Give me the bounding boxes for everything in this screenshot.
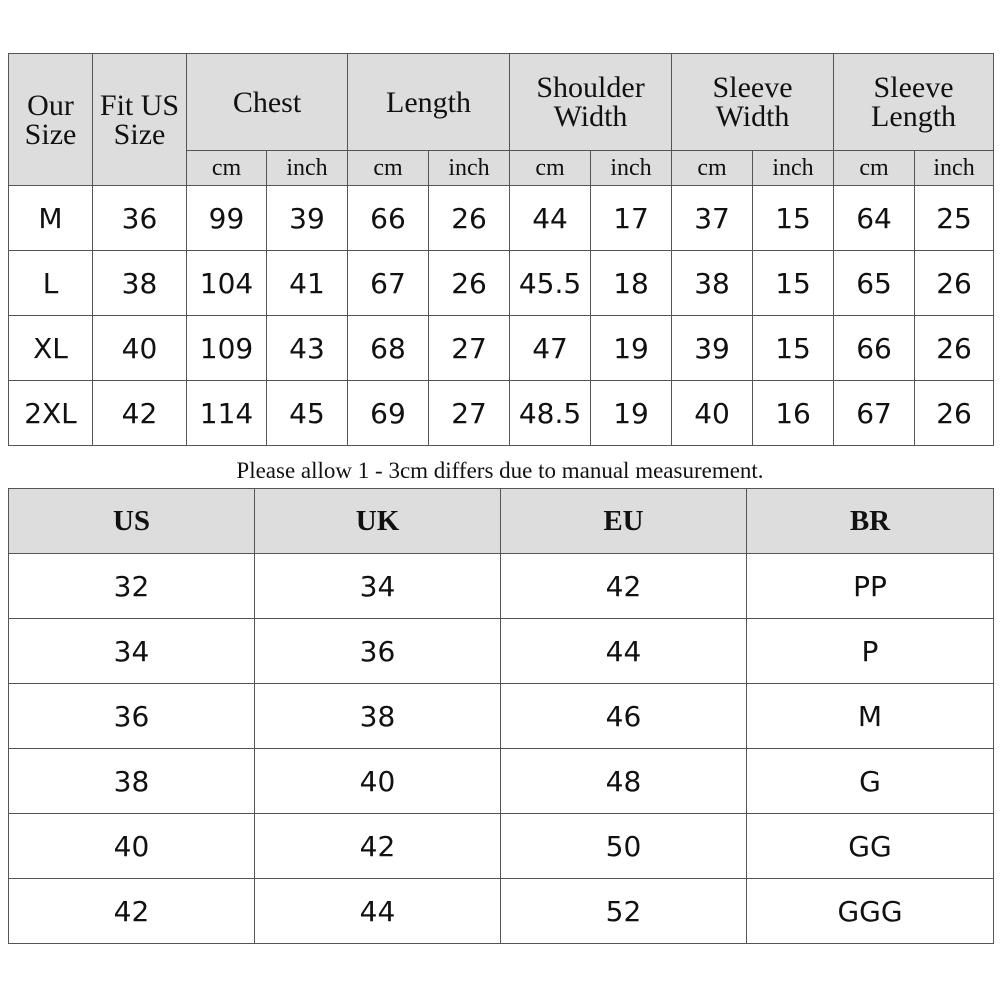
table-cell: 66 [348, 186, 429, 251]
table-cell: GG [747, 814, 994, 879]
table-cell: 16 [753, 381, 834, 446]
table-cell: 50 [501, 814, 747, 879]
header-sleeve-length-line1: Sleeve [873, 71, 954, 104]
table-cell: 40 [9, 814, 255, 879]
table-cell: 40 [255, 749, 501, 814]
table-cell: 42 [9, 879, 255, 944]
table-cell: 47 [510, 316, 591, 381]
table-cell: 45 [267, 381, 348, 446]
unit-header-cm: cm [834, 151, 915, 186]
unit-header-inch: inch [429, 151, 510, 186]
header-chest [187, 54, 348, 151]
table-cell: 15 [753, 316, 834, 381]
conversion-header-uk: UK [255, 489, 501, 554]
table-row [9, 684, 994, 749]
table-cell: 42 [255, 814, 501, 879]
header-shoulder-width-line1: Shoulder [536, 71, 645, 104]
table-cell: 34 [255, 554, 501, 619]
header-shoulder-width-line2: Width [553, 100, 628, 133]
header-length-label: Length [386, 85, 471, 119]
header-our-size-line1: Our [27, 88, 74, 122]
table-cell: 2XL [9, 381, 93, 446]
table-cell: 19 [591, 316, 672, 381]
table-cell: 19 [591, 381, 672, 446]
table-cell: 52 [501, 879, 747, 944]
size-conversion-table [8, 488, 994, 944]
table-cell: 36 [93, 186, 187, 251]
table-cell: 34 [9, 619, 255, 684]
table-cell: 44 [255, 879, 501, 944]
table-row [9, 251, 994, 316]
table-cell: M [9, 186, 93, 251]
table-cell: PP [747, 554, 994, 619]
table-cell: 40 [93, 316, 187, 381]
header-fit-us-size-line1: Fit US [99, 88, 180, 122]
header-our-size-line2: Size [24, 117, 77, 151]
size-table-body [9, 186, 994, 446]
header-fit-us-size-line2: Size [113, 117, 166, 151]
header-fit-us-size [93, 54, 187, 186]
table-cell: 41 [267, 251, 348, 316]
unit-header-cm: cm [187, 151, 267, 186]
table-cell: 66 [834, 316, 915, 381]
header-sleeve-length [834, 54, 994, 151]
table-cell: 114 [187, 381, 267, 446]
table-cell: 65 [834, 251, 915, 316]
table-cell: 27 [429, 316, 510, 381]
table-cell: 104 [187, 251, 267, 316]
conversion-header-us: US [9, 489, 255, 554]
unit-header-cm: cm [672, 151, 753, 186]
unit-header-inch: inch [267, 151, 348, 186]
table-cell: P [747, 619, 994, 684]
table-cell: 18 [591, 251, 672, 316]
table-cell: 99 [187, 186, 267, 251]
table-cell: 46 [501, 684, 747, 749]
unit-header-inch: inch [753, 151, 834, 186]
table-cell: 38 [9, 749, 255, 814]
unit-header-cm: cm [510, 151, 591, 186]
header-length [348, 54, 510, 151]
table-cell: 44 [510, 186, 591, 251]
header-our-size [9, 54, 93, 186]
table-cell: 36 [255, 619, 501, 684]
table-row [9, 186, 994, 251]
table-cell: 69 [348, 381, 429, 446]
header-sleeve-width [672, 54, 834, 151]
conversion-header-br: BR [747, 489, 994, 554]
table-cell: 36 [9, 684, 255, 749]
table-cell: 26 [429, 251, 510, 316]
table-row [9, 814, 994, 879]
unit-header-inch: inch [915, 151, 994, 186]
table-row [9, 749, 994, 814]
table-cell: 42 [501, 554, 747, 619]
table-row [9, 554, 994, 619]
header-sleeve-width-line1: Sleeve [712, 71, 793, 104]
table-cell: XL [9, 316, 93, 381]
table-cell: 67 [834, 381, 915, 446]
table-cell: 39 [672, 316, 753, 381]
table-cell: 45.5 [510, 251, 591, 316]
table-cell: 48 [501, 749, 747, 814]
table-cell: 48.5 [510, 381, 591, 446]
table-cell: 26 [915, 316, 994, 381]
header-chest-label: Chest [232, 85, 302, 119]
header-sleeve-length-line2: Length [871, 100, 957, 133]
table-cell: 67 [348, 251, 429, 316]
header-shoulder-width [510, 54, 672, 151]
table-cell: 38 [672, 251, 753, 316]
conversion-header-row [9, 489, 994, 554]
table-row [9, 381, 994, 446]
table-cell: 38 [255, 684, 501, 749]
table-cell: 109 [187, 316, 267, 381]
table-cell: 39 [267, 186, 348, 251]
table-cell: 44 [501, 619, 747, 684]
table-cell: 25 [915, 186, 994, 251]
table-cell: 15 [753, 186, 834, 251]
table-row [9, 879, 994, 944]
table-cell: 27 [429, 381, 510, 446]
header-sleeve-width-line2: Width [715, 100, 790, 133]
table-row [9, 316, 994, 381]
table-cell: 15 [753, 251, 834, 316]
table-cell: 64 [834, 186, 915, 251]
measurement-note: Please allow 1 - 3cm differs due to manual measurement. [236, 458, 764, 483]
table-cell: 38 [93, 251, 187, 316]
conversion-header-eu: EU [501, 489, 747, 554]
table-cell: 26 [915, 381, 994, 446]
table-cell: L [9, 251, 93, 316]
conversion-table-body [9, 554, 994, 944]
table-cell: 42 [93, 381, 187, 446]
table-cell: GGG [747, 879, 994, 944]
unit-header-cm: cm [348, 151, 429, 186]
size-chart-table [8, 53, 994, 446]
table-cell: 37 [672, 186, 753, 251]
table-cell: 32 [9, 554, 255, 619]
table-cell: 40 [672, 381, 753, 446]
unit-header-inch: inch [591, 151, 672, 186]
table-cell: M [747, 684, 994, 749]
table-cell: 17 [591, 186, 672, 251]
table-cell: 68 [348, 316, 429, 381]
table-cell: 26 [915, 251, 994, 316]
table-cell: G [747, 749, 994, 814]
table-cell: 26 [429, 186, 510, 251]
table-cell: 43 [267, 316, 348, 381]
table-row [9, 619, 994, 684]
